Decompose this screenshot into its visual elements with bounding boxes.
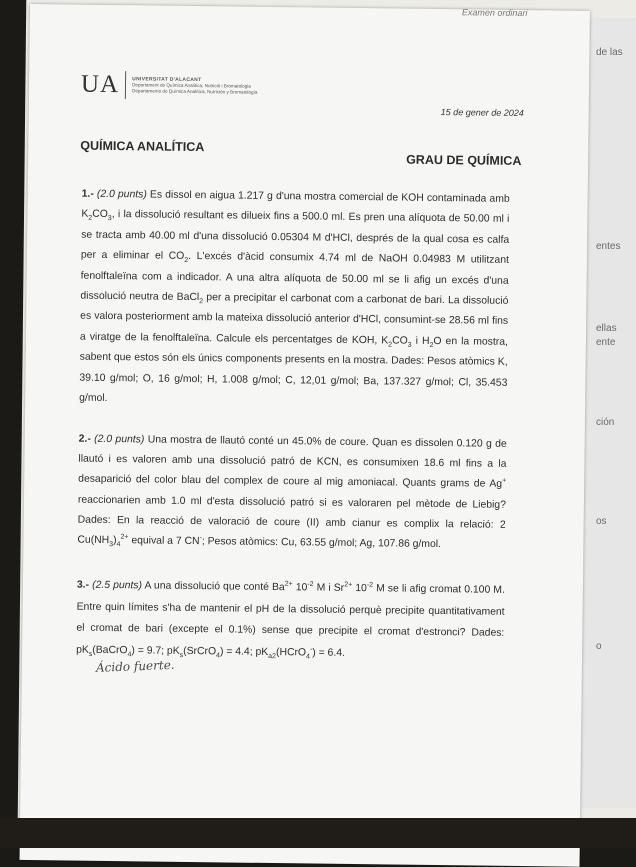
edge-fragment: ción	[596, 417, 615, 428]
question-text: equival a 7 CN	[128, 535, 200, 548]
subscript: 2	[184, 257, 189, 265]
question-points: (2.0 punts)	[96, 188, 147, 201]
subscript: 2	[88, 215, 93, 223]
question-text: per a precipitar el carbonat com a carbonat de bari. La dissolució es valora posteriorment amb la mateixa dissolució anterior d'HCl, consumint-se 28.56 ml fins a viratge de la fenolftaleïna. Calcule els percentatges de KOH, K	[79, 292, 509, 347]
question-text: ) = 6.4.	[312, 646, 345, 659]
question-text: ; Pesos atòmics: Cu, 63.55 g/mol; Ag, 107.86 g/mol.	[201, 536, 442, 551]
subscript: 4	[305, 652, 310, 661]
question-text: (SrCrO	[183, 645, 217, 657]
logo-line: Departament de Química Analítica, Nutrició i Bromatologia	[132, 82, 251, 89]
question-text: i H	[411, 335, 430, 347]
superscript: 2+	[284, 580, 293, 588]
subscript: 4	[116, 541, 121, 549]
superscript: -	[309, 645, 313, 653]
edge-fragment: entes	[596, 241, 621, 252]
subscript: a2	[268, 652, 277, 660]
exam-sheet	[20, 4, 590, 867]
subscript: 4	[127, 650, 132, 658]
superscript: -2	[307, 580, 314, 589]
degree-title: GRAU DE QUÍMICA	[406, 152, 522, 169]
subscript: 4	[215, 651, 220, 659]
question-2	[77, 430, 506, 556]
question-text: CO	[392, 335, 408, 347]
question-number: 2.-	[78, 433, 91, 445]
subscript: 3	[107, 215, 112, 223]
question-text: . L'excés d'àcid consumix 4.74 ml de NaOH 0.04983 M utilitzant fenolftaleïna com a indicador. A una altra alíquota de 50.00 ml se li afig un excés d'una dissolució neutra de BaCl	[80, 251, 509, 304]
superscript: 2+	[120, 533, 129, 541]
question-text: (HCrO	[275, 646, 307, 658]
question-text: CO	[92, 209, 108, 221]
logo-text	[132, 76, 258, 96]
question-text: M se li afig cromat 0.100 M. Entre quin límites s'ha de mantenir el pH de la dissolució perquè precipite quantitativament el cromat de bari (excepte el 0.1%) sense que precipite el cromat d'estronci? Dades: pK	[76, 583, 505, 656]
question-text: (BaCrO	[92, 644, 128, 656]
superscript: -2	[366, 581, 374, 589]
question-text: )	[113, 535, 117, 547]
subscript: 2	[429, 341, 434, 349]
question-text: Una mostra de llautó conté un 45.0% de coure. Quan es dissolen 0.120 g de llautó i es valoren amb una dissolució patró de KCN, es consumixen 18.6 ml fins a la desaparició del color blau del complex de coure al mig amoniacal. Quants grams de Ag	[78, 434, 507, 491]
subscript: 3	[407, 341, 412, 349]
question-text: O en la mostra, sabent que estos són els únics components presents en la mostra. Dades: Pesos atòmics K, 39.10 g/mol; O, 16 g/mol; H, 1.008 g/mol; C, 12,01 g/mol; Ba, 137.327 g/mol; Cl, 35.453 g/mol.	[79, 335, 508, 405]
handwritten-note: Ácido fuerte.	[95, 657, 175, 675]
superscript: 2+	[344, 581, 353, 589]
edge-fragment: de las	[596, 47, 623, 58]
question-points: (2.5 punts)	[92, 579, 143, 592]
question-number: 3.-	[76, 579, 90, 591]
subject-title: QUÍMICA ANALÍTICA	[80, 138, 205, 155]
question-text: Es dissol en aigua 1.217 g d'una mostra comercial de KOH contaminada amb K	[81, 189, 510, 221]
question-text: 10	[352, 582, 367, 595]
subscript: 3	[109, 541, 114, 549]
page-fragment: Examen ordinari	[461, 7, 528, 19]
desk-surface	[0, 818, 636, 848]
subscript: s	[88, 650, 93, 658]
subscript: 2	[388, 341, 393, 349]
subscript: 2	[199, 298, 204, 306]
question-number: 1.-	[81, 188, 94, 200]
edge-fragment: ellas	[596, 323, 617, 334]
question-points: (2.0 punts)	[94, 433, 145, 446]
subscript: s	[179, 651, 184, 659]
logo-line: UNIVERSITAT D'ALACANT	[132, 76, 202, 84]
logo-mark: UA	[81, 71, 126, 100]
university-logo	[81, 71, 258, 101]
question-3	[76, 575, 505, 666]
question-text: A una dissolució que conté Ba	[144, 580, 285, 594]
exam-date: 15 de gener de 2024	[440, 107, 524, 119]
question-text: ) = 9.7; pK	[131, 644, 180, 657]
edge-fragment: o	[596, 641, 602, 652]
question-text: M i Sr	[313, 582, 345, 594]
question-text: reaccionarien amb 1.0 ml d'esta dissolució patró si es valoraren pel mètode de Liebig? Dades: En la reacció de valoració de coure (II) amb cianur es complix la relació: 2 Cu(NH	[77, 494, 506, 547]
question-1	[79, 185, 510, 415]
logo-line: Departamento de Química Analítica, Nutrición y Bromatología	[132, 88, 258, 95]
superscript: -	[199, 534, 202, 542]
question-text: ) = 4.4; pK	[219, 645, 269, 658]
edge-fragment: ente	[596, 337, 616, 348]
question-text: , i la dissolució resultant es dilueix fins a 500.0 ml. Es pren una alíquota de 50.00 ml i se tracta amb 40.00 ml d'una dissolució 0.05304 M d'HCl, després de la qual cosa es calfa per a eliminar el CO	[80, 209, 510, 263]
question-text: 10	[292, 582, 308, 594]
superscript: +	[502, 477, 507, 485]
edge-fragment: os	[596, 516, 607, 527]
